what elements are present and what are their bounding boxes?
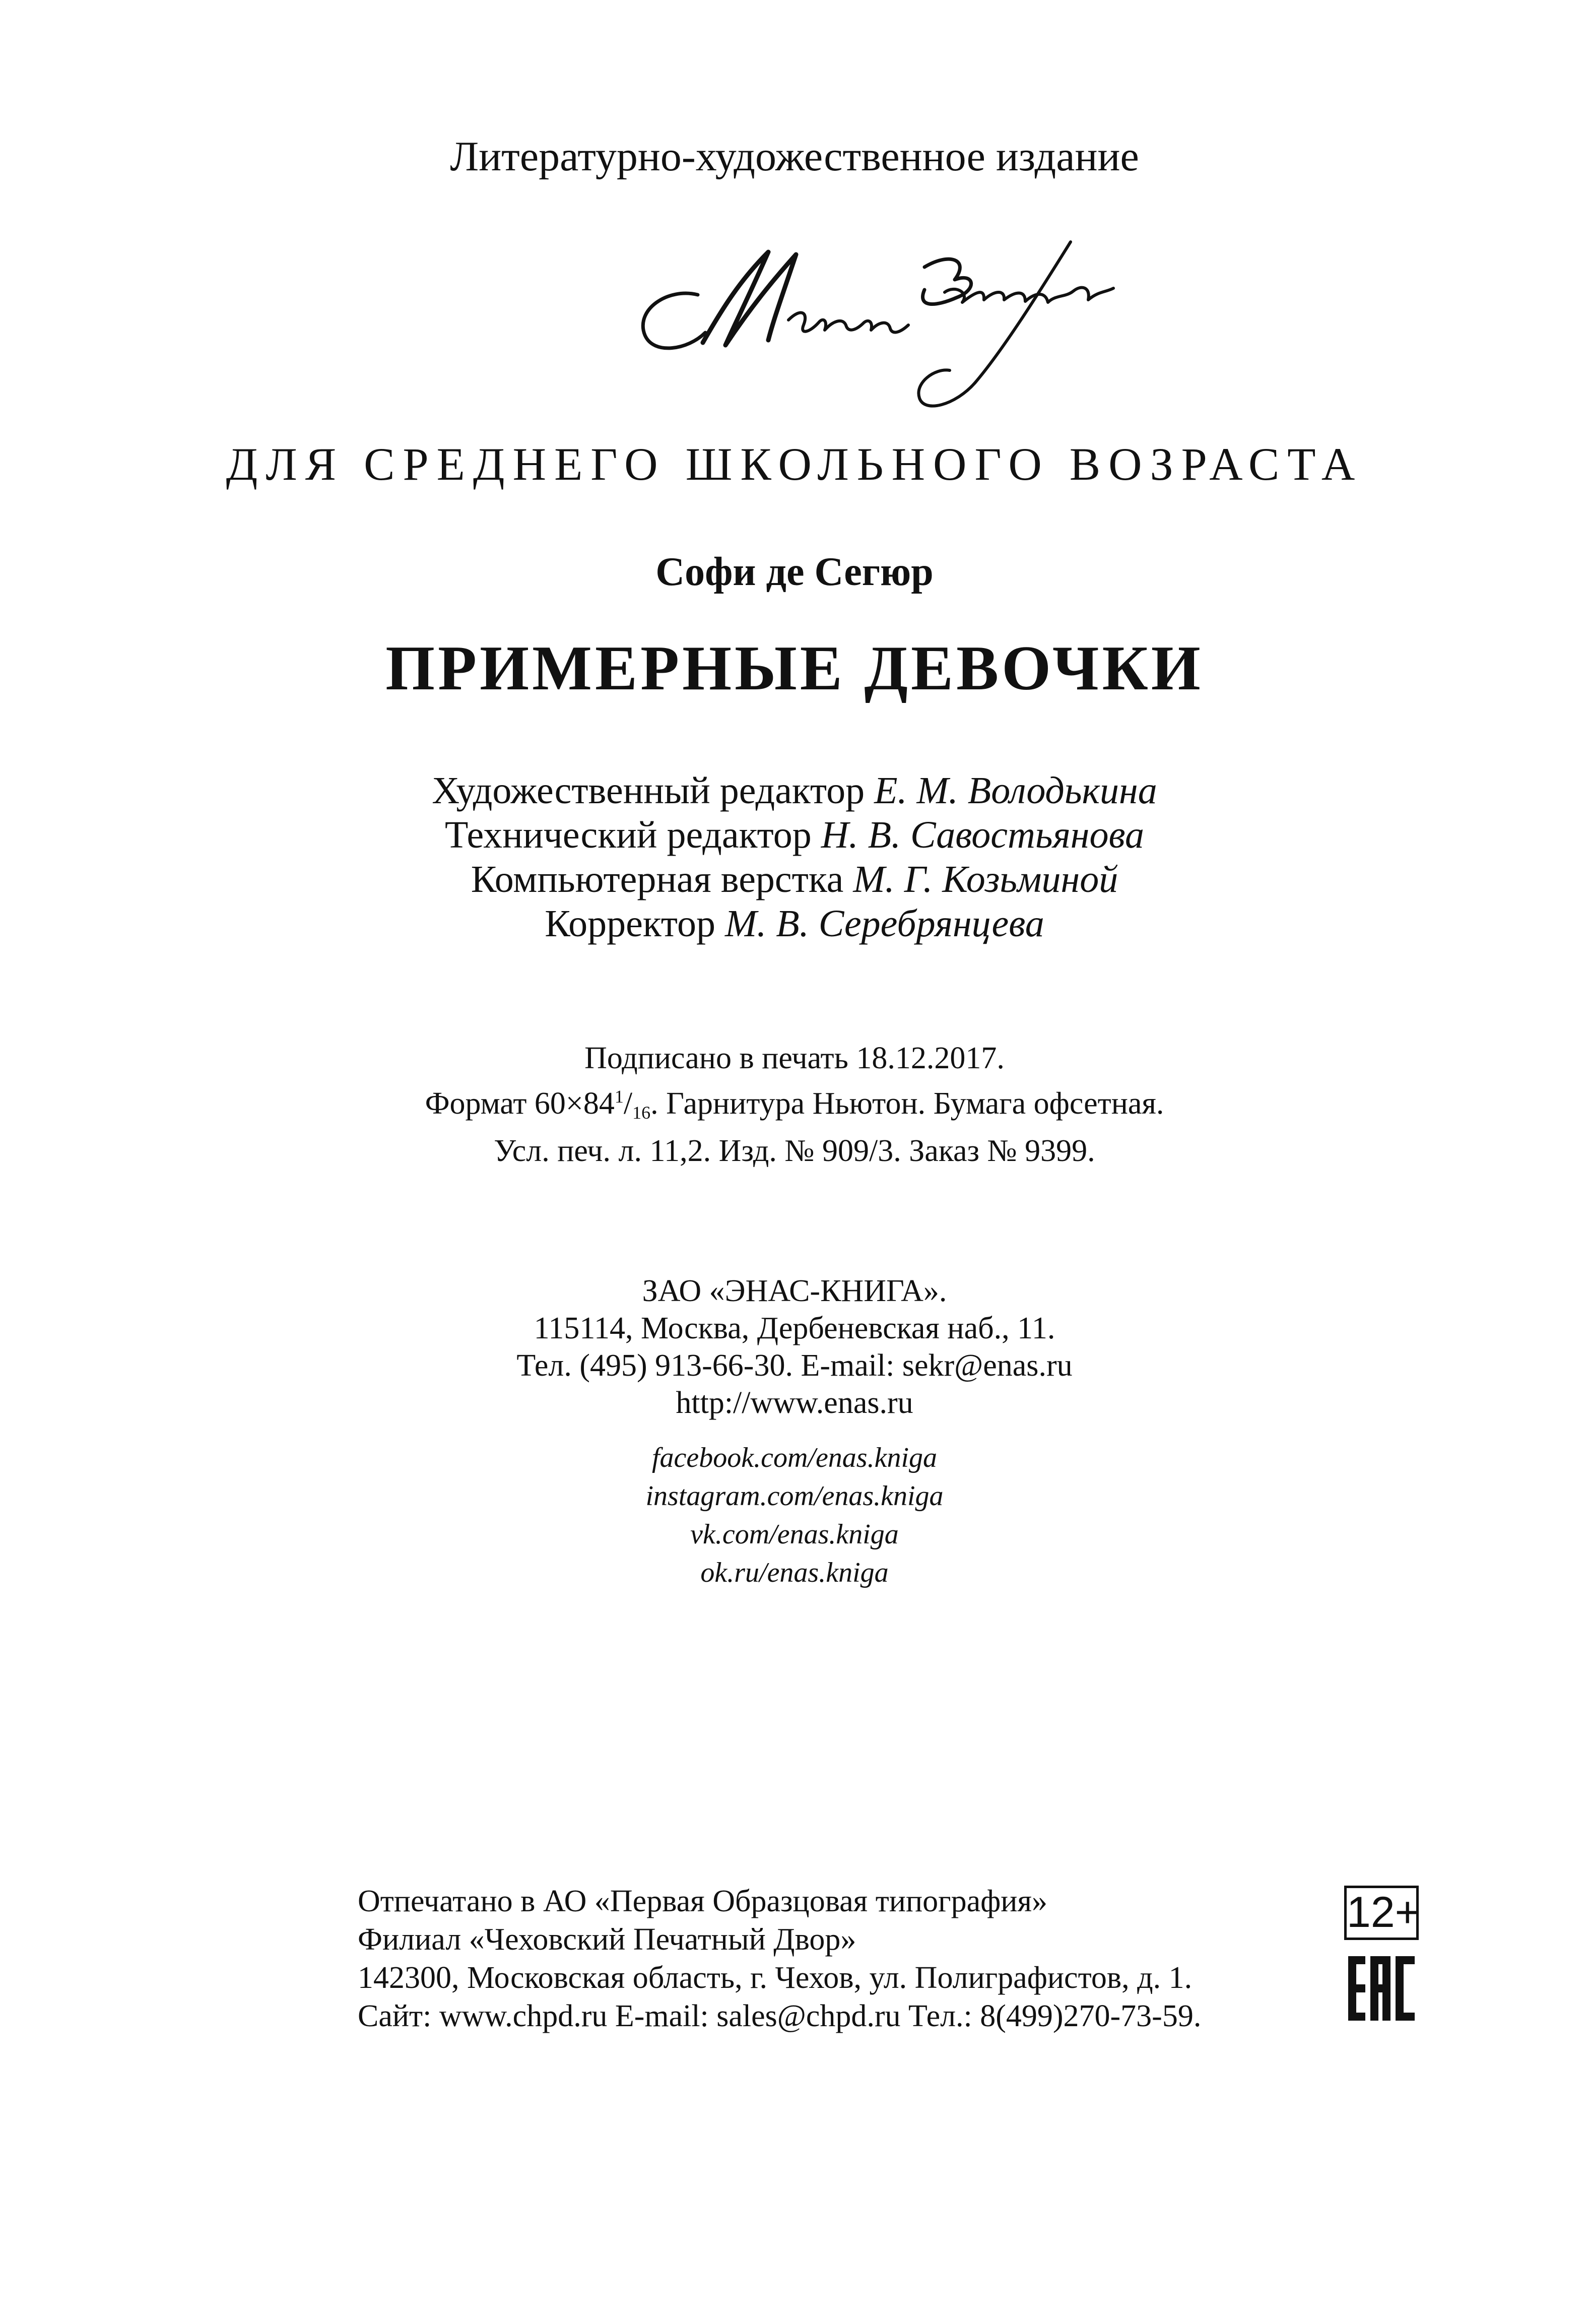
series-subtitle: ДЛЯ СРЕДНЕГО ШКОЛЬНОГО ВОЗРАСТА [226,438,1363,490]
imprint-block [0,1039,1589,1170]
social-link: ok.ru/enas.kniga [700,1557,889,1588]
credit-role: Художественный редактор [432,769,865,812]
credit-row [0,857,1589,901]
format-suffix: . Гарнитура Ньютон. Бумага офсетная. [650,1086,1164,1121]
printer-block [358,1882,1201,2035]
book-title: ПРИМЕРНЫЕ ДЕВОЧКИ [385,633,1204,703]
credit-person: Е. М. Володькина [874,769,1157,812]
credit-row [0,813,1589,857]
eac-conformity-icon [1346,1953,1417,2024]
printer-line: 142300, Московская область, г. Чехов, ул. Полиграфистов, д. 1. [358,1961,1193,1995]
author-name: Софи де Сегюр [655,550,934,594]
credit-role: Корректор [545,902,715,945]
series-logo [622,232,1151,423]
edition-type: Литературно-художественное издание [450,133,1139,180]
format-numerator: 1 [614,1086,624,1107]
credit-row [0,901,1589,946]
publisher-contact: Тел. (495) 913-66-30. E-mail: sekr@enas.ru [516,1348,1073,1383]
printer-line: Сайт: www.chpd.ru E-mail: sales@chpd.ru Тел.: 8(499)270-73-59. [358,1999,1202,2033]
social-link: facebook.com/enas.kniga [651,1442,938,1473]
credit-role: Технический редактор [445,814,812,856]
format-prefix: Формат 60×84 [425,1086,615,1121]
credit-role: Компьютерная верстка [471,858,844,900]
publisher-name: ЗАО «ЭНАС-КНИГА». [642,1274,947,1308]
publisher-website: http://www.enas.ru [676,1386,913,1420]
publisher-block [0,1272,1589,1422]
format-denominator: 16 [632,1103,651,1123]
publisher-address: 115114, Москва, Дербеневская наб., 11. [534,1311,1055,1345]
credit-person: М. В. Серебрянцева [725,902,1044,945]
credit-person: М. Г. Козьминой [853,858,1118,900]
imprint-format: Формат $60\times 84^1/_{16}$. Гарнитура Ньютон. Бумага офсетная. [425,1086,1164,1123]
social-links [0,1439,1589,1592]
social-link: vk.com/enas.kniga [690,1519,899,1550]
social-link: instagram.com/enas.kniga [645,1480,944,1512]
imprint-details: Усл. печ. л. 11,2. Изд. № 909/3. Заказ № 9399. [494,1134,1095,1168]
imprint-signed: Подписано в печать 18.12.2017. [584,1041,1005,1075]
printer-line: Отпечатано в АО «Первая Образцовая типография» [358,1884,1047,1918]
credit-person: Н. В. Савостьянова [821,814,1144,856]
printer-line: Филиал «Чеховский Печатный Двор» [358,1922,856,1957]
age-rating-badge: 12+ [1344,1886,1419,1940]
credits-block [0,768,1589,946]
credit-row [0,768,1589,813]
